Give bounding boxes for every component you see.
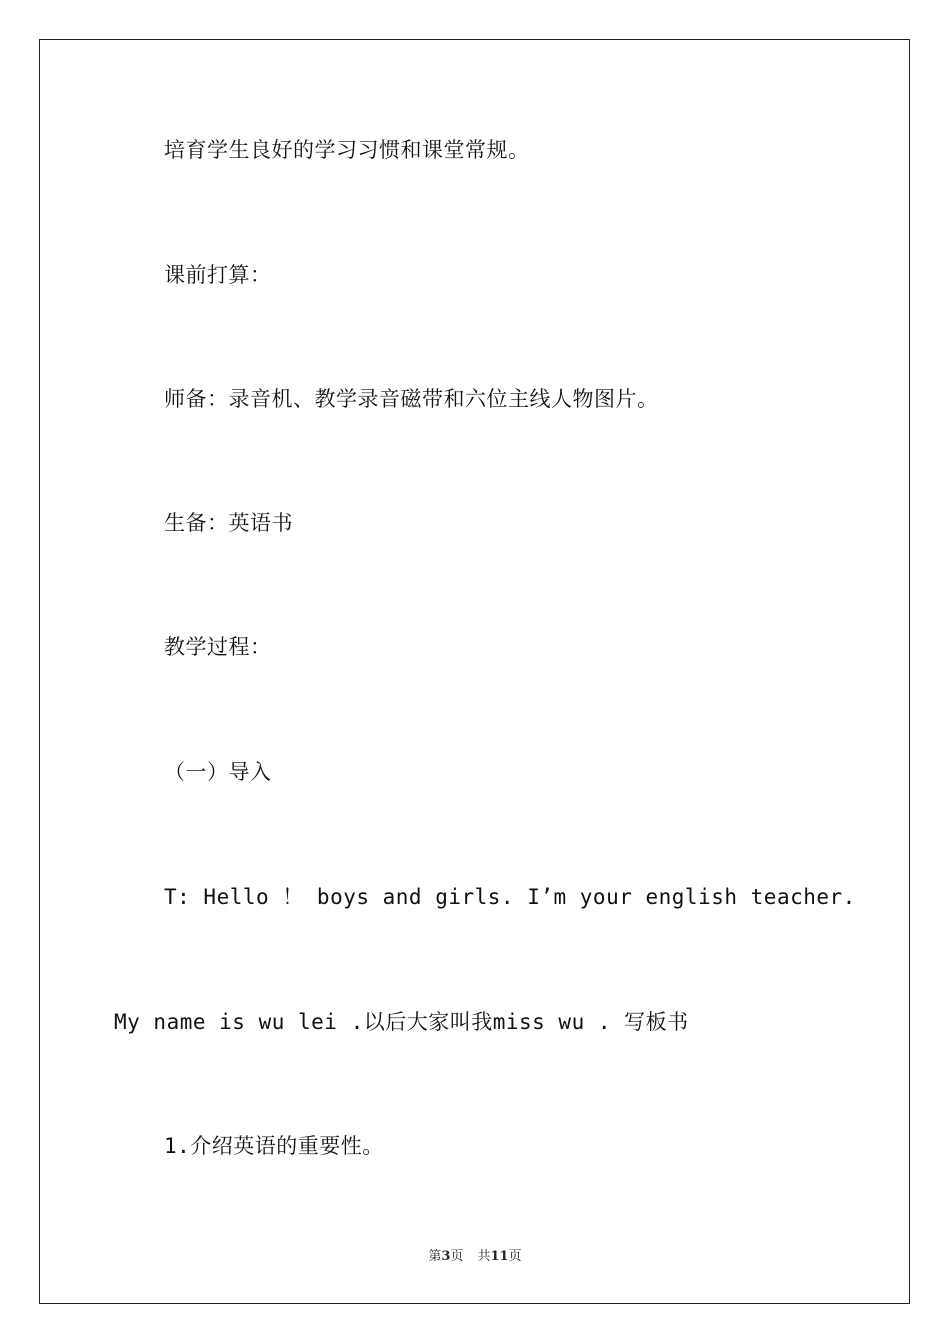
paragraph-student-materials: 生备：英语书	[164, 511, 293, 535]
paragraph-english-importance: 1.介绍英语的重要性。	[164, 1134, 384, 1158]
footer-total-suffix: 页	[508, 1249, 522, 1264]
paragraph-preparation-heading: 课前打算：	[164, 263, 272, 287]
paragraph-teacher-materials: 师备：录音机、教学录音磁带和六位主线人物图片。	[164, 387, 659, 411]
footer-page-suffix: 页	[450, 1249, 464, 1264]
footer-page-current: 3	[441, 1249, 451, 1264]
paragraph-introduction-heading: （一）导入	[164, 760, 272, 784]
footer-page-total: 11	[490, 1249, 509, 1264]
footer-page-prefix: 第	[428, 1249, 442, 1264]
paragraph-teacher-name: My name is wu lei .以后大家叫我miss wu . 写板书	[114, 1010, 689, 1034]
paragraph-process-heading: 教学过程：	[164, 635, 272, 659]
paragraph-habits: 培育学生良好的学习习惯和课堂常规。	[164, 138, 530, 162]
page-border	[39, 39, 910, 1304]
paragraph-teacher-greeting: T: Hello ！ boys and girls. I’m your english teacher.	[164, 885, 856, 909]
page-footer	[0, 1248, 950, 1266]
footer-total-prefix: 共	[477, 1249, 491, 1264]
